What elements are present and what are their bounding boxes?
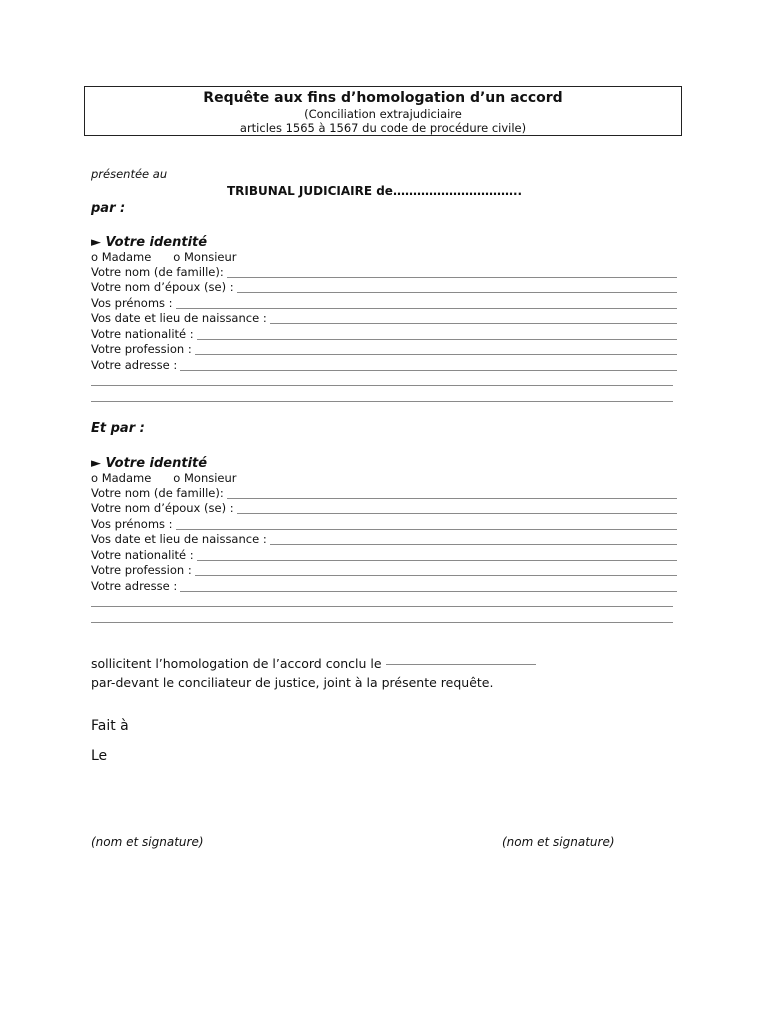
identity-heading-1: ► Votre identité	[91, 235, 208, 250]
field-nationalite-1[interactable]	[91, 326, 677, 342]
field-label: Votre nationalité :	[91, 547, 194, 562]
field-line[interactable]	[197, 338, 677, 340]
signature-left: (nom et signature)	[91, 835, 204, 849]
field-line[interactable]	[227, 497, 677, 499]
field-label: Vos prénoms :	[91, 516, 173, 531]
field-prenoms-2[interactable]	[91, 516, 677, 532]
tribunal-label: TRIBUNAL JUDICIAIRE de…………………………..	[227, 184, 523, 198]
address-line-2b[interactable]	[91, 609, 677, 625]
sollicitent-text: sollicitent l’homologation de l’accord conclu le	[91, 656, 382, 671]
field-nom-epoux-1[interactable]	[91, 280, 677, 296]
request-statement	[91, 654, 536, 692]
par-label: par :	[91, 201, 126, 216]
field-line[interactable]	[237, 291, 677, 293]
field-prenoms-1[interactable]	[91, 295, 677, 311]
document-subtitle-1: (Conciliation extrajudiciaire	[304, 107, 462, 121]
presentee-label: présentée au	[91, 167, 168, 181]
accord-date-line[interactable]	[386, 664, 536, 665]
field-label: Votre nom (de famille):	[91, 485, 224, 500]
field-line[interactable]	[270, 322, 677, 324]
address-line-1b[interactable]	[91, 388, 677, 404]
field-label: Votre adresse :	[91, 357, 178, 372]
field-profession-2[interactable]	[91, 563, 677, 579]
identity-section-2	[91, 456, 677, 625]
civility-row-1	[91, 250, 677, 264]
field-line[interactable]	[176, 307, 677, 309]
field-line[interactable]	[176, 528, 677, 530]
identity-heading-2: ► Votre identité	[91, 456, 208, 471]
field-label: Votre nom d’époux (se) :	[91, 501, 234, 515]
document-title: Requête aux fins d’homologation d’un accord	[203, 90, 563, 106]
monsieur-checkbox[interactable]: o Monsieur	[173, 471, 237, 485]
field-line[interactable]	[197, 559, 677, 561]
address-line-1a[interactable]	[91, 373, 677, 389]
signature-right: (nom et signature)	[502, 835, 615, 849]
par-devant-text: par-devant le conciliateur de justice, joint à la présente requête.	[91, 675, 494, 690]
field-line[interactable]	[270, 543, 677, 545]
madame-checkbox[interactable]: o Madame	[91, 250, 152, 264]
field-adresse-2[interactable]	[91, 578, 677, 594]
field-label: Vos date et lieu de naissance :	[91, 311, 267, 325]
field-label: Vos date et lieu de naissance :	[91, 532, 267, 546]
le-label: Le	[91, 748, 108, 764]
field-nationalite-2[interactable]	[91, 547, 677, 563]
monsieur-checkbox[interactable]: o Monsieur	[173, 250, 237, 264]
field-line[interactable]	[237, 512, 677, 514]
field-label: Votre nom d’époux (se) :	[91, 280, 234, 294]
field-nom-epoux-2[interactable]	[91, 501, 677, 517]
field-nom-famille-1[interactable]	[91, 264, 677, 280]
field-line[interactable]	[180, 590, 677, 592]
field-label: Votre adresse :	[91, 578, 178, 593]
field-label: Votre profession :	[91, 342, 192, 356]
fait-a-label: Fait à	[91, 718, 129, 734]
field-line[interactable]	[227, 276, 677, 278]
field-nom-famille-2[interactable]	[91, 485, 677, 501]
madame-checkbox[interactable]: o Madame	[91, 471, 152, 485]
field-label: Votre profession :	[91, 563, 192, 577]
field-line[interactable]	[195, 574, 677, 576]
field-line[interactable]	[180, 369, 677, 371]
address-line-2a[interactable]	[91, 594, 677, 610]
field-label: Vos prénoms :	[91, 295, 173, 310]
title-box	[84, 86, 682, 136]
field-label: Votre nationalité :	[91, 326, 194, 341]
field-profession-1[interactable]	[91, 342, 677, 358]
field-naissance-1[interactable]	[91, 311, 677, 327]
field-naissance-2[interactable]	[91, 532, 677, 548]
et-par-label: Et par :	[91, 421, 145, 436]
civility-row-2	[91, 471, 677, 485]
field-label: Votre nom (de famille):	[91, 264, 224, 279]
document-subtitle-2: articles 1565 à 1567 du code de procédure civile)	[239, 121, 527, 135]
identity-section-1	[91, 235, 677, 404]
field-adresse-1[interactable]	[91, 357, 677, 373]
field-line[interactable]	[195, 353, 677, 355]
